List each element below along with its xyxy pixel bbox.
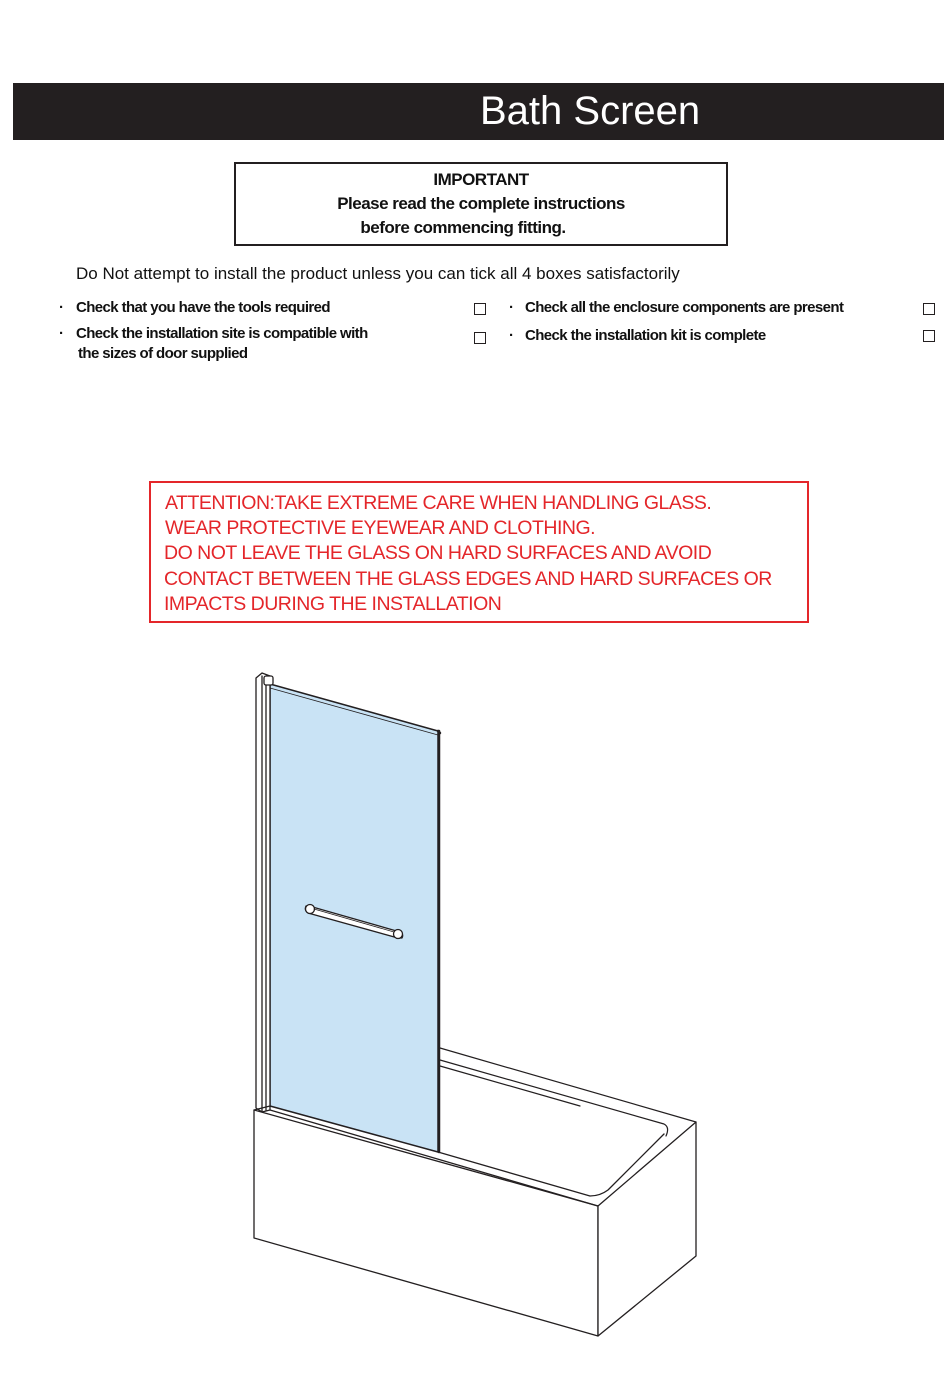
bath-back-rim xyxy=(440,1048,696,1136)
bullet-1: · xyxy=(59,299,64,316)
check-item-components: Check all the enclosure components are present xyxy=(525,299,844,316)
page-title: Bath Screen xyxy=(480,89,701,133)
check-item-site-line-1: Check the installation site is compatible with xyxy=(76,325,368,342)
bath-body xyxy=(254,1106,696,1336)
attention-line-5: IMPACTS DURING THE INSTALLATION xyxy=(164,593,502,615)
attention-line-4: CONTACT BETWEEN THE GLASS EDGES AND HARD SURFACES OR xyxy=(164,568,772,590)
check-item-tools: Check that you have the tools required xyxy=(76,299,330,316)
check-item-kit: Check the installation kit is complete xyxy=(525,327,766,344)
important-line-1: Please read the complete instructions xyxy=(337,194,625,213)
glass-panel xyxy=(270,684,438,1152)
check-item-site-line-2: the sizes of door supplied xyxy=(78,345,248,362)
bullet-3: · xyxy=(509,299,514,316)
important-line-2: before commencing fitting. xyxy=(360,218,566,237)
wall-profile xyxy=(256,673,273,1112)
bullet-2: · xyxy=(59,325,64,342)
attention-line-2: WEAR PROTECTIVE EYEWEAR AND CLOTHING. xyxy=(165,517,596,539)
intro-text: Do Not attempt to install the product unless you can tick all 4 boxes satisfactorily xyxy=(76,264,680,283)
attention-line-1: ATTENTION:TAKE EXTREME CARE WHEN HANDLING GLASS. xyxy=(165,492,712,514)
attention-line-3: DO NOT LEAVE THE GLASS ON HARD SURFACES AND AVOID xyxy=(164,542,712,564)
important-heading: IMPORTANT xyxy=(433,170,529,189)
bullet-4: · xyxy=(509,327,514,344)
